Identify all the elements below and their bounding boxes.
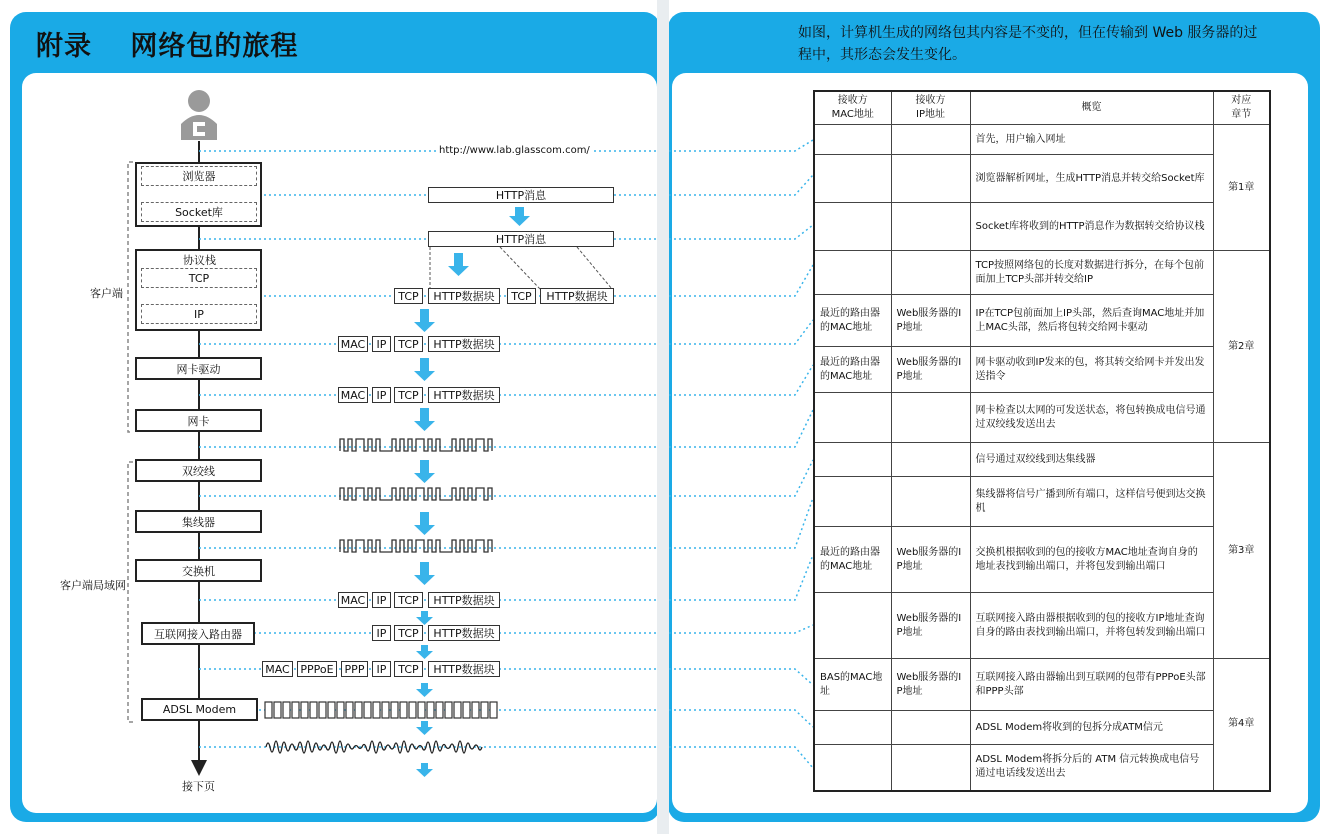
- cell-mac: 最近的路由器的MAC地址: [814, 527, 891, 593]
- cell-chapter: 第3章: [1213, 443, 1270, 659]
- cell-ip: Web服务器的IP地址: [891, 593, 970, 659]
- lan-bracket: [128, 462, 133, 722]
- twisted-pair-box: 双绞线: [135, 459, 262, 482]
- cell-ip: [891, 203, 970, 251]
- http-message: HTTP消息: [428, 231, 614, 247]
- cell-ip: [891, 251, 970, 295]
- table-row: [814, 593, 1270, 659]
- table-header-row: [814, 91, 1270, 125]
- cell-mac: [814, 203, 891, 251]
- pppoe-header: PPPoE: [297, 661, 337, 677]
- cell-desc: 网卡驱动收到IP发来的包，将其转交给网卡并发出发送指令: [970, 347, 1213, 393]
- cell-mac: 最近的路由器的MAC地址: [814, 295, 891, 347]
- hub-box: 集线器: [135, 510, 262, 533]
- cell-desc: 集线器将信号广播到所有端口，这样信号便到达交换机: [970, 477, 1213, 527]
- cell-ip: [891, 393, 970, 443]
- ip-header: IP: [372, 661, 391, 677]
- cell-mac: [814, 443, 891, 477]
- ppp-header: PPP: [341, 661, 368, 677]
- cell-mac: [814, 251, 891, 295]
- cell-desc: Socket库将收到的HTTP消息作为数据转交给协议栈: [970, 203, 1213, 251]
- cell-desc: ADSL Modem将收到的包拆分成ATM信元: [970, 711, 1213, 745]
- adsl-modem-box: ADSL Modem: [141, 698, 258, 721]
- protocol-stack-label: 协议栈: [183, 254, 216, 267]
- tcp-box: TCP: [141, 268, 257, 288]
- cell-desc: ADSL Modem将拆分后的 ATM 信元转换成电信号通过电话线发送出去: [970, 745, 1213, 791]
- table-row: [814, 443, 1270, 477]
- cell-ip: [891, 155, 970, 203]
- mac-header: MAC: [338, 387, 368, 403]
- intro-text: 如图，计算机生成的网络包其内容是不变的，但在传输到 Web 服务器的过程中，其形态会发生变化。: [798, 25, 1258, 63]
- table-row: [814, 347, 1270, 393]
- ip-header: IP: [372, 336, 391, 352]
- ip-header: IP: [372, 592, 391, 608]
- page-title: 附录 网络包的旅程: [36, 31, 299, 62]
- cell-desc: 首先，用户输入网址: [970, 125, 1213, 155]
- cell-mac: 最近的路由器的MAC地址: [814, 347, 891, 393]
- nic-box: 网卡: [135, 409, 262, 432]
- table-row: [814, 477, 1270, 527]
- socket-library-box: Socket库: [141, 202, 257, 222]
- mac-header: MAC: [338, 592, 368, 608]
- user-icon: [181, 90, 217, 140]
- http-data-block: HTTP数据块: [428, 336, 500, 352]
- tcp-header: TCP: [394, 592, 423, 608]
- cell-mac: [814, 155, 891, 203]
- switch-box: 交换机: [135, 559, 262, 582]
- cell-ip: [891, 443, 970, 477]
- cell-ip: [891, 477, 970, 527]
- cell-chapter: 第2章: [1213, 251, 1270, 443]
- cell-desc: TCP按照网络包的长度对数据进行拆分，在每个包前面加上TCP头部并转交给IP: [970, 251, 1213, 295]
- mac-header: MAC: [262, 661, 293, 677]
- cell-ip: [891, 125, 970, 155]
- browser-box: 浏览器: [141, 166, 257, 186]
- cell-mac: [814, 477, 891, 527]
- http-message: HTTP消息: [428, 187, 614, 203]
- cell-desc: IP在TCP包前面加上IP头部，然后查询MAC地址并加上MAC头部，然后将包转交给网卡驱动: [970, 295, 1213, 347]
- ip-box: IP: [141, 304, 257, 324]
- cell-ip: Web服务器的IP地址: [891, 347, 970, 393]
- http-data-block: HTTP数据块: [428, 592, 500, 608]
- col-header-chapter: 对应 章节: [1213, 91, 1270, 125]
- table-row: [814, 711, 1270, 745]
- tcp-header: TCP: [507, 288, 536, 304]
- ip-header: IP: [372, 387, 391, 403]
- lan-label: 客户端局域网: [60, 579, 126, 592]
- tcp-header: TCP: [394, 336, 423, 352]
- col-header-overview: 概览: [970, 91, 1213, 125]
- cell-mac: BAS的MAC地址: [814, 659, 891, 711]
- cell-chapter: 第1章: [1213, 125, 1270, 251]
- table-row: [814, 393, 1270, 443]
- cell-mac: [814, 711, 891, 745]
- client-label: 客户端: [90, 287, 123, 300]
- table-row: [814, 125, 1270, 155]
- cell-desc: 网卡检查以太网的可发送状态，将包转换成电信号通过双绞线发送出去: [970, 393, 1213, 443]
- client-bracket: [128, 162, 133, 432]
- url-text: http://www.lab.glasscom.com/: [439, 145, 590, 156]
- col-header-mac: 接收方 MAC地址: [814, 91, 891, 125]
- cell-chapter: 第4章: [1213, 659, 1270, 791]
- cell-ip: [891, 745, 970, 791]
- cell-mac: [814, 745, 891, 791]
- nic-driver-box: 网卡驱动: [135, 357, 262, 380]
- ip-header: IP: [372, 625, 391, 641]
- cell-mac: [814, 393, 891, 443]
- tcp-header: TCP: [394, 625, 423, 641]
- cell-ip: Web服务器的IP地址: [891, 659, 970, 711]
- table-row: [814, 527, 1270, 593]
- cell-ip: Web服务器的IP地址: [891, 527, 970, 593]
- router-box: 互联网接入路由器: [141, 622, 255, 645]
- cell-desc: 交换机根据收到的包的接收方MAC地址查询自身的地址表找到输出端口，并将包发到输出端口: [970, 527, 1213, 593]
- table-row: [814, 155, 1270, 203]
- tcp-header: TCP: [394, 661, 423, 677]
- table-row: [814, 203, 1270, 251]
- next-page-label: 接下页: [182, 780, 215, 793]
- table-row: [814, 659, 1270, 711]
- table-row: [814, 745, 1270, 791]
- cell-desc: 互联网接入路由器根据收到的包的接收方IP地址查询自身的路由表找到输出端口，并将包转发到输出端口: [970, 593, 1213, 659]
- mac-header: MAC: [338, 336, 368, 352]
- http-data-block: HTTP数据块: [540, 288, 614, 304]
- cell-desc: 浏览器解析网址，生成HTTP消息并转交给Socket库: [970, 155, 1213, 203]
- tcp-header: TCP: [394, 387, 423, 403]
- cell-desc: 信号通过双绞线到达集线器: [970, 443, 1213, 477]
- http-data-block: HTTP数据块: [428, 387, 500, 403]
- tcp-header: TCP: [394, 288, 423, 304]
- summary-table: [813, 90, 1271, 792]
- table-row: [814, 251, 1270, 295]
- cell-mac: [814, 593, 891, 659]
- cell-ip: [891, 711, 970, 745]
- col-header-ip: 接收方 IP地址: [891, 91, 970, 125]
- cell-desc: 互联网接入路由器输出到互联网的包带有PPPoE头部和PPP头部: [970, 659, 1213, 711]
- http-data-block: HTTP数据块: [428, 661, 500, 677]
- analog-signal: [266, 741, 482, 753]
- table-row: [814, 295, 1270, 347]
- cell-mac: [814, 125, 891, 155]
- http-data-block: HTTP数据块: [428, 625, 500, 641]
- cell-ip: Web服务器的IP地址: [891, 295, 970, 347]
- http-data-block: HTTP数据块: [428, 288, 500, 304]
